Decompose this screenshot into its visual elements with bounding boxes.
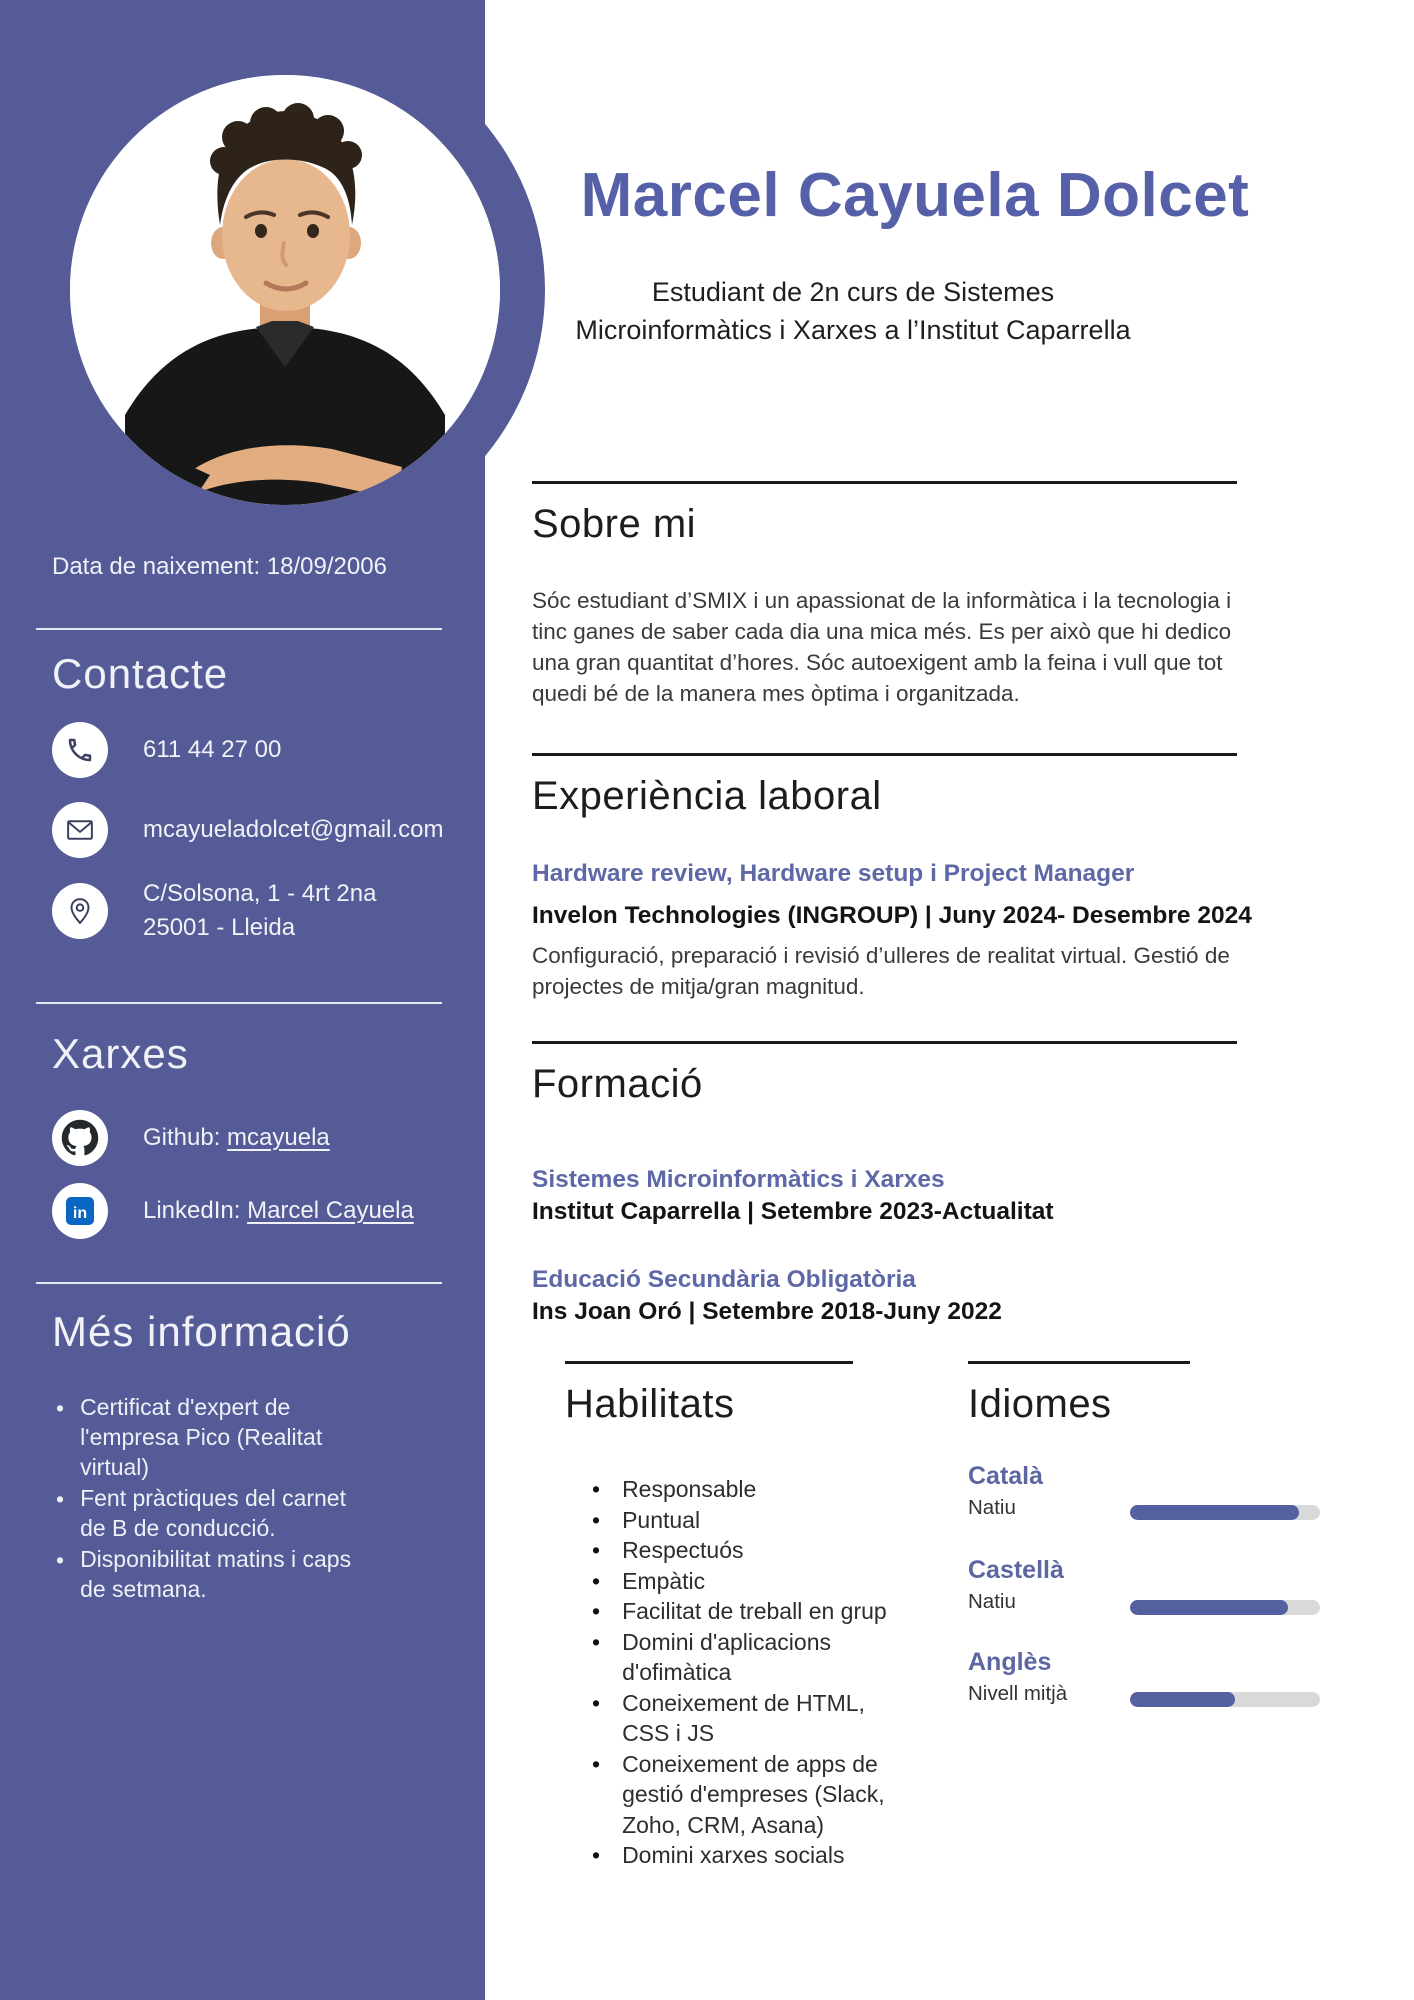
list-item: • Disponibilitat matins i caps de setmana. (56, 1546, 352, 1602)
birth-date: Data de naixement: 18/09/2006 (52, 553, 387, 580)
language-name: Anglès (968, 1648, 1052, 1676)
section-divider (532, 753, 1237, 756)
language-bar-fill (1130, 1505, 1299, 1520)
about-text: Sóc estudiant d’SMIX i un apassionat de la informàtica i la tecnologia i tinc ganes de saber cada dia una mica més. Es per això que hi dedico una gran quantitat d’hores. Sóc autoexigent amb la feina i vull que tot quedi bé de la manera mes òptima i organitzada. (532, 588, 1232, 706)
section-divider (532, 481, 1237, 484)
list-item: • Respectuós (592, 1535, 932, 1566)
bullet-dot: • (592, 1842, 601, 1868)
github-icon (52, 1110, 108, 1166)
list-item: • Responsable (592, 1474, 932, 1505)
about-section-title: Sobre mi (532, 502, 697, 546)
address-line1: C/Solsona, 1 - 4rt 2na (143, 880, 377, 907)
list-item: • Fent pràctiques del carnet de B de conducció. (56, 1485, 346, 1541)
phone-row (52, 722, 281, 778)
list-item: • Puntual (592, 1505, 932, 1536)
networks-section-title: Xarxes (52, 1030, 189, 1077)
profile-photo (70, 75, 500, 505)
list-item: • Domini d'aplicacions d'ofimàtica (592, 1627, 932, 1688)
sidebar-divider (36, 1282, 442, 1284)
languages-divider (968, 1361, 1190, 1364)
education-program: Sistemes Microinformàtics i Xarxes (532, 1166, 945, 1193)
language-level: Natiu (968, 1590, 1016, 1613)
language-level: Natiu (968, 1496, 1016, 1519)
header (545, 160, 1285, 349)
postal-address (143, 877, 376, 945)
github-row (52, 1110, 330, 1166)
phone-icon (52, 722, 108, 778)
experience-section-title: Experiència laboral (532, 774, 882, 818)
linkedin-icon (52, 1183, 108, 1239)
email-address: mcayueladolcet@gmail.com (143, 816, 444, 843)
language-bar (1130, 1692, 1320, 1707)
list-item: • Domini xarxes socials (592, 1840, 932, 1871)
more-info-section-title: Més informació (52, 1308, 351, 1355)
bullet-dot: • (592, 1598, 601, 1624)
language-name: Català (968, 1462, 1044, 1490)
email-icon (52, 802, 108, 858)
bullet-dot: • (592, 1750, 601, 1777)
list-item: • Empàtic (592, 1566, 932, 1597)
list-item: • Coneixement de apps de gestió d'empreses (Slack, Zoho, CRM, Asana) (592, 1749, 932, 1841)
subtitle-line2: Microinformàtics i Xarxes a l’Institut Caparrella (575, 315, 1131, 345)
language-name: Castellà (968, 1556, 1064, 1584)
sidebar-divider (36, 1002, 442, 1004)
address-line2: 25001 - Lleida (143, 914, 296, 941)
email-row (52, 802, 443, 858)
more-info-list (56, 1392, 356, 1605)
page-title: Marcel Cayuela Dolcet (580, 161, 1250, 230)
education-school-period: Institut Caparrella | Setembre 2023-Actualitat (532, 1198, 1054, 1225)
contact-section-title: Contacte (52, 650, 229, 697)
subtitle-line1: Estudiant de 2n curs de Sistemes (651, 277, 1055, 307)
language-bar (1130, 1600, 1320, 1615)
linkedin-handle (143, 1194, 414, 1228)
bullet-dot: • (592, 1567, 601, 1594)
location-icon (52, 883, 108, 939)
bullet-dot: • (592, 1689, 601, 1716)
skills-divider (565, 1361, 853, 1364)
job-company-period: Invelon Technologies (INGROUP) | Juny 2024- Desembre 2024 (532, 902, 1252, 929)
bullet-dot: • (592, 1506, 601, 1533)
github-handle (143, 1121, 330, 1155)
linkedin-label: LinkedIn: (143, 1197, 248, 1224)
phone-number: 611 44 27 00 (143, 736, 282, 763)
sidebar-divider (36, 628, 442, 630)
portrait-illustration (70, 75, 500, 505)
skills-list (592, 1474, 932, 1871)
bullet-dot: • (592, 1537, 601, 1563)
bullet-dot: • (56, 1486, 65, 1512)
language-bar (1130, 1505, 1320, 1520)
job-role: Hardware review, Hardware setup i Project Manager (532, 860, 1135, 887)
education-school-period: Ins Joan Oró | Setembre 2018-Juny 2022 (532, 1298, 1002, 1325)
bullet-dot: • (592, 1628, 601, 1655)
list-item: • Coneixement de HTML, CSS i JS (592, 1688, 932, 1749)
language-bar-fill (1130, 1692, 1235, 1707)
education-section-title: Formació (532, 1062, 703, 1106)
job-description: Configuració, preparació i revisió d’ulleres de realitat virtual. Gestió de projectes de mitja/gran magnitud. (532, 943, 1230, 999)
linkedin-row (52, 1183, 414, 1239)
language-level: Nivell mitjà (968, 1682, 1068, 1705)
github-link[interactable]: mcayuela (227, 1124, 330, 1151)
section-divider (532, 1041, 1237, 1044)
languages-section-title: Idiomes (968, 1382, 1112, 1426)
education-program: Educació Secundària Obligatòria (532, 1266, 916, 1293)
github-label: Github: (143, 1124, 228, 1151)
bullet-dot: • (592, 1476, 601, 1502)
skills-section-title: Habilitats (565, 1382, 735, 1426)
address-row (52, 877, 376, 945)
language-bar-fill (1130, 1600, 1288, 1615)
bullet-dot: • (56, 1547, 65, 1573)
list-item: • Facilitat de treball en grup (592, 1596, 932, 1627)
bullet-dot: • (56, 1395, 65, 1421)
svg-text:in: in (72, 1205, 88, 1222)
linkedin-link[interactable]: Marcel Cayuela (247, 1197, 414, 1224)
header-subtitle (483, 273, 1223, 349)
list-item: • Certificat d'expert de l'empresa Pico (Realitat virtual) (56, 1394, 323, 1480)
